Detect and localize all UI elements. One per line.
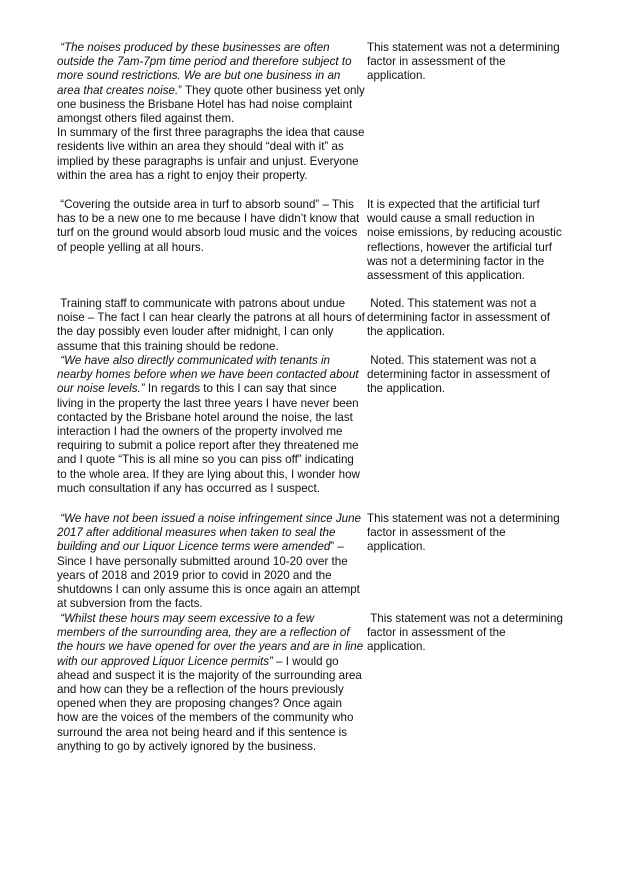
response-cell: Noted. This statement was not a determining factor in assessment of the application. [367, 354, 551, 396]
submission-comment: ” They quote other business yet only one business the Brisbane Hotel has had noise complaint amongst others filed against them. [57, 83, 365, 126]
submission-cell: Training staff to communicate with patrons about undue noise – The fact I can hear clearly the patrons at all hours of the day possibly even louder after midnight, I can only assume that this training should be redone. [57, 297, 365, 353]
response-cell: This statement was not a determining factor in assessment of the application. [367, 41, 560, 83]
submission-cell [57, 41, 365, 183]
submission-comment: ” – Since I have personally submitted around 10-20 over the years of 2018 and 2019 prior to covid in 2020 and the shutdowns I can only assume this is once again an attempt at subversion from the facts. [57, 540, 360, 611]
submission-paragraph [57, 41, 365, 126]
quoted-statement: “We have also directly communicated with tenants in nearby homes before when we have been contacted about our noise levels.” [57, 354, 359, 396]
quoted-statement: “We have not been issued a noise infringement since June 2017 after additional measures when taken to seal the building and our Liquor Licence terms were amended [57, 512, 361, 554]
quoted-statement: “Whilst these hours may seem excessive to a few members of the surrounding area, they are a reflection of the hours we have opened for over the years and are in line with our approved Liquor Licence permits” [57, 612, 364, 668]
submission-comment: – I would go ahead and suspect it is the majority of the surrounding area and how can they be a reflection of the hours previously opened when they are proposing changes? Once again how are the voices of the members of the community who surround the area not being heard and if this sentence is anything to go by actively ignored by the business. [57, 654, 362, 753]
submission-paragraph [57, 512, 365, 611]
submission-comment: In regards to this I can say that since living in the property the last three years I have never been contacted by the Brisbane hotel around the noise, the last interaction I had the owners of the property involved me requiring to submit a police report after they threatened me and I quote “This is all mine so you can piss off” indicating to the whole area. If they are lying about this, I wonder how much consultation if any has occurred as I suspect. [57, 382, 360, 495]
submission-cell [57, 612, 365, 754]
submission-paragraph [57, 354, 365, 496]
submission-paragraph [57, 612, 365, 754]
response-cell: This statement was not a determining factor in assessment of the application. [367, 512, 560, 554]
response-cell: This statement was not a determining factor in assessment of the application. [367, 612, 563, 654]
response-cell: Noted. This statement was not a determining factor in assessment of the application. [367, 297, 551, 339]
submission-cell [57, 354, 365, 496]
response-cell: It is expected that the artificial turf would cause a small reduction in noise emissions, by reducing acoustic reflections, however the artificial turf was not a determining factor in the assessment of this application. [367, 198, 562, 283]
submission-cell [57, 512, 365, 611]
quoted-statement: “The noises produced by these businesses are often outside the 7am-7pm time period and therefore subject to more sound restrictions. We are but one business in an area that creates noise. [57, 41, 352, 97]
submission-paragraph: In summary of the first three paragraphs the idea that cause residents live within an area they should “deal with it” as implied by these paragraphs is unfair and unjust. Everyone within the area has a right to enjoy their property. [57, 126, 365, 182]
submission-cell: “Covering the outside area in turf to absorb sound” – This has to be a new one to me because I have didn’t know that turf on the ground would absorb loud music and the voices of people yelling at all hours. [57, 198, 360, 254]
